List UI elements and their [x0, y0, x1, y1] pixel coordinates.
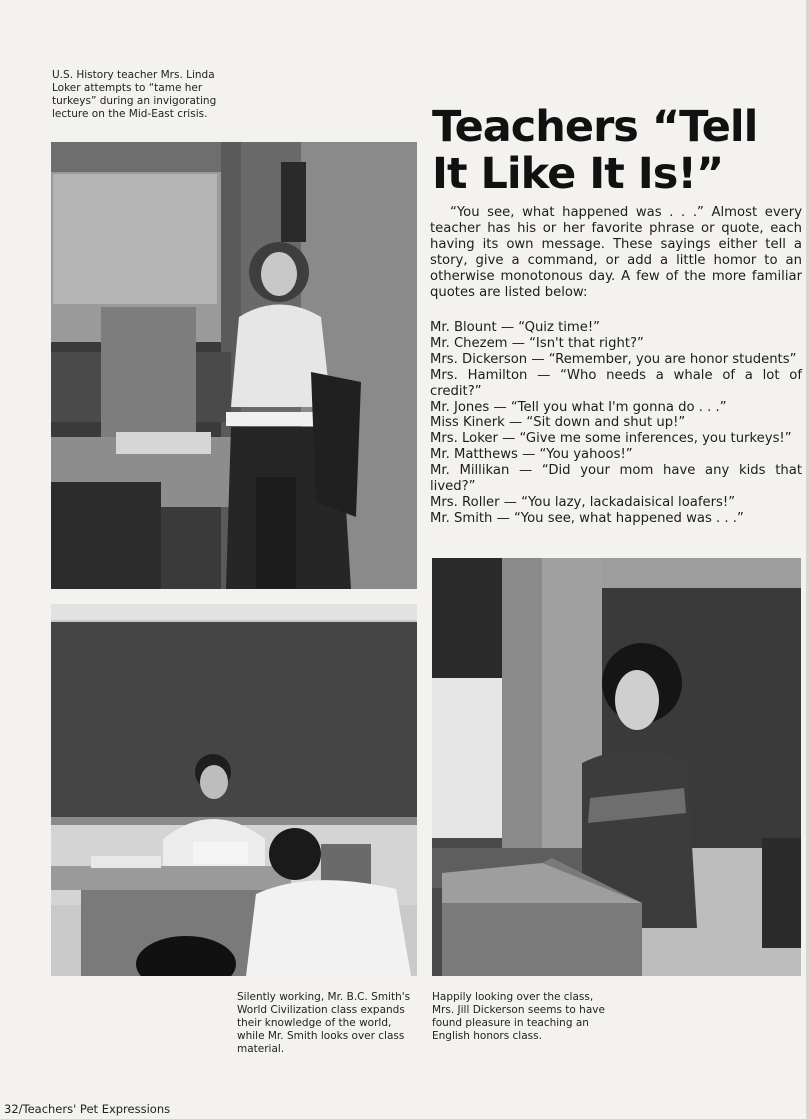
- quote-item: Mr. Smith — “You see, what happened was . . .”: [430, 510, 744, 526]
- quote-item: Mrs. Hamilton — “Who needs a whale of a lot of credit?”: [430, 367, 802, 399]
- intro-paragraph: “You see, what happened was . . .” Almost every teacher has his or her favorite phrase or quote, each having its own message. These sayings either tell a story, give a command, or add a little homor to an otherwise monotonous day. A few of the more familiar quotes are listed below:: [430, 205, 802, 300]
- page-title: Teachers “Tell It Like It Is!”: [432, 102, 758, 199]
- quote-item: Mr. Chezem — “Isn't that right?”: [430, 335, 644, 351]
- page-edge: [806, 0, 810, 1119]
- photo-smith-class: [51, 604, 417, 976]
- photo-loker-lecture: [51, 142, 417, 589]
- quote-item: Mrs. Loker — “Give me some inferences, you turkeys!”: [430, 431, 792, 447]
- quote-item: Mr. Blount — “Quiz time!”: [430, 320, 600, 335]
- page-footer: 32/Teachers' Pet Expressions: [4, 1102, 171, 1116]
- quote-item: Mr. Jones — “Tell you what I'm gonna do . . .”: [430, 399, 727, 415]
- photo-dickerson-lectern: [432, 558, 801, 976]
- quote-item: Miss Kinerk — “Sit down and shut up!”: [430, 415, 686, 431]
- quote-item: Mr. Millikan — “Did your mom have any kids that lived?”: [430, 463, 802, 495]
- quote-item: Mrs. Dickerson — “Remember, you are honor students”: [430, 351, 797, 367]
- quote-item: Mrs. Roller — “You lazy, lackadaisical loafers!”: [430, 494, 736, 510]
- caption-smith: Silently working, Mr. B.C. Smith's World Civilization class expands their knowledge of the world, while Mr. Smith looks over class material.: [237, 991, 411, 1055]
- caption-dickerson: Happily looking over the class, Mrs. Jill Dickerson seems to have found pleasure in teaching an English honors class.: [432, 991, 605, 1042]
- quote-list: [430, 320, 802, 527]
- caption-loker: U.S. History teacher Mrs. Linda Loker attempts to “tame her turkeys” during an invigorating lecture on the Mid-East crisis.: [52, 69, 217, 120]
- quote-item: Mr. Matthews — “You yahoos!”: [430, 447, 633, 463]
